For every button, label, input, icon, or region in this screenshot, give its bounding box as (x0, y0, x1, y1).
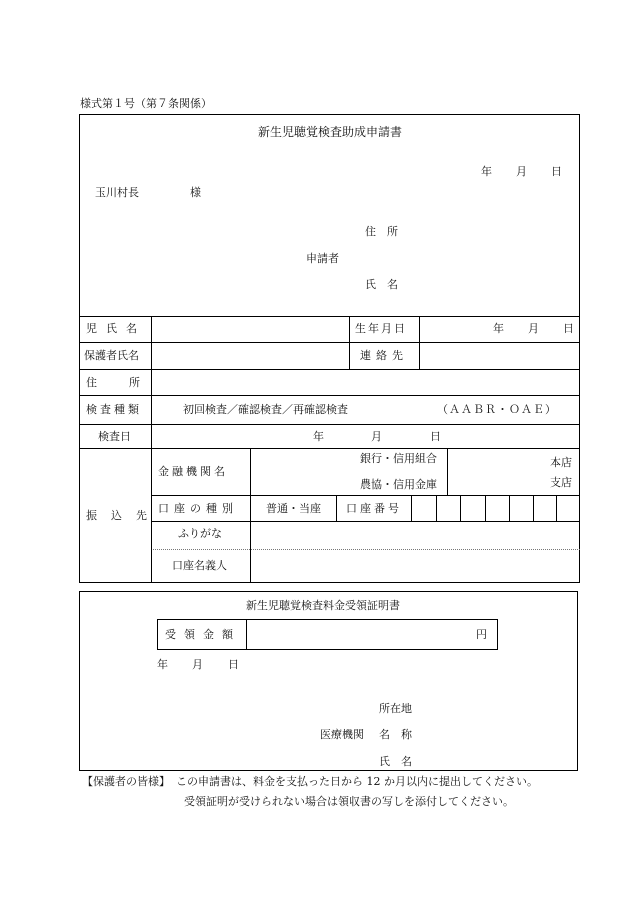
application-title: 新生児聴覚検査助成申請書 (258, 125, 403, 139)
certificate-date-month: 月 (192, 658, 203, 671)
institution-label: 医療機関 (320, 728, 364, 741)
account-number-label: 口座番号 (346, 502, 402, 515)
amount-label: 受領金額 (165, 628, 241, 641)
notes-line-2: 受領証明が受けられない場合は領収書の写しを添付してください。 (184, 795, 514, 808)
contact-label: 連絡先 (360, 349, 408, 362)
birth-date-label: 生年月日 (355, 322, 407, 335)
application-date-day: 日 (551, 165, 562, 178)
exam-date-label: 検査日 (98, 430, 131, 443)
birth-date-month: 月 (528, 322, 539, 335)
guardian-name-label: 保護者氏名 (84, 349, 139, 362)
bank-type-1: 銀行・信用組合 (360, 452, 437, 465)
addressee-honorific: 様 (190, 186, 201, 199)
account-type-label: 口座の種別 (158, 502, 238, 515)
applicant-label: 申請者 (306, 252, 339, 265)
receipt-certificate (79, 591, 578, 771)
exam-date-month: 月 (371, 430, 382, 443)
address-label: 住所 (86, 376, 172, 389)
form-number: 様式第１号（第７条関係） (80, 97, 212, 110)
furigana-label: ふりがな (178, 527, 222, 540)
child-name-label: 児氏名 (86, 322, 146, 335)
institution-name-label: 名 称 (379, 728, 412, 741)
bank-type-2: 農協・信用金庫 (360, 478, 437, 491)
exam-method: （ＡＡＢＲ・ＯＡＥ） (437, 403, 557, 416)
notes-heading: 【保護者の皆様】 (82, 775, 170, 788)
transfer-label: 振込先 (86, 509, 161, 522)
application-date-year: 年 (481, 165, 492, 178)
notes-line-1: この申請書は、料金を支払った日から 12 か月以内に提出してください。 (176, 775, 538, 788)
exam-date-day: 日 (430, 430, 441, 443)
exam-type-label: 検査種類 (86, 403, 142, 416)
certificate-date-day: 日 (228, 658, 239, 671)
birth-date-year: 年 (493, 322, 504, 335)
exam-date-year: 年 (313, 430, 324, 443)
application-date-month: 月 (516, 165, 527, 178)
applicant-name-label: 氏 名 (365, 278, 398, 291)
exam-type-options: 初回検査／確認検査／再確認検査 (183, 403, 348, 416)
certificate-date-year: 年 (157, 658, 168, 671)
branch-sub: 支店 (550, 476, 572, 489)
account-type-options: 普通・当座 (266, 502, 321, 515)
certificate-title: 新生児聴覚検査料金受領証明書 (246, 599, 400, 612)
bank-name-label: 金融機関名 (158, 465, 228, 478)
branch-main: 本店 (550, 456, 572, 469)
birth-date-day: 日 (563, 322, 574, 335)
person-name-label: 氏 名 (379, 755, 412, 768)
addressee: 玉川村長 (95, 186, 139, 199)
applicant-address-label: 住 所 (365, 225, 398, 238)
account-holder-label: 口座名義人 (172, 559, 227, 572)
amount-currency: 円 (476, 628, 487, 641)
location-label: 所在地 (379, 702, 412, 715)
